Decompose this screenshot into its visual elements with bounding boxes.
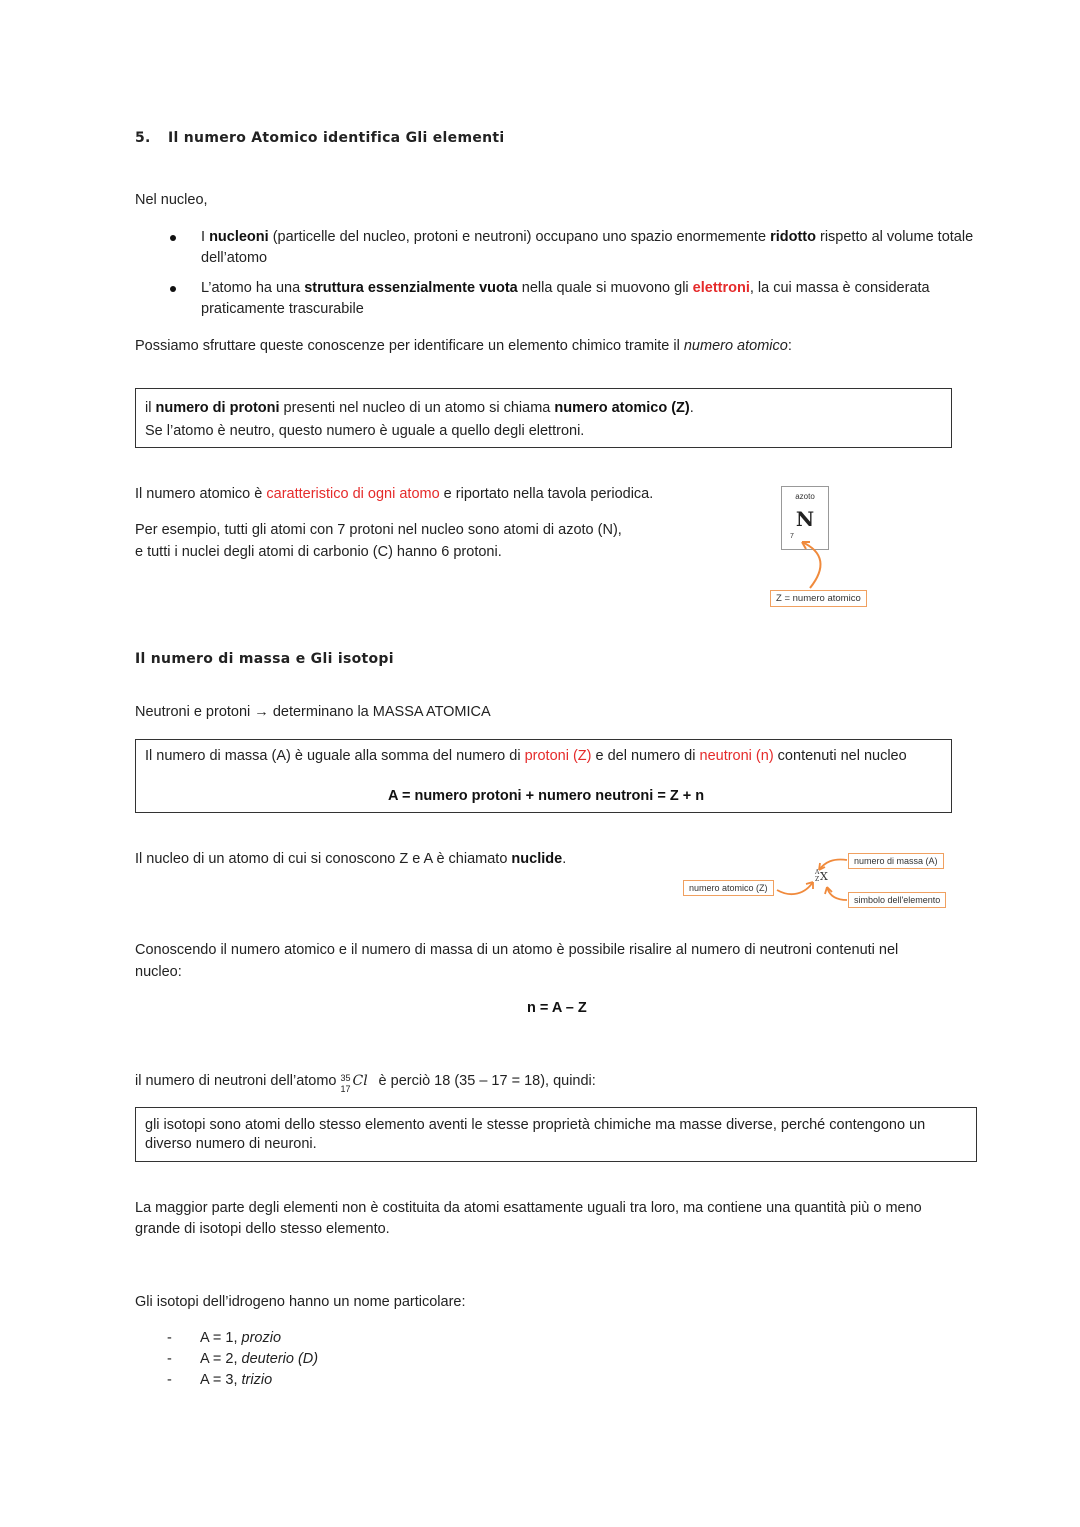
element-symbol: N xyxy=(795,507,815,531)
isotope-line-1: gli isotopi sono atomi dello stesso elemento aventi le stesse proprietà chimiche ma masse diverse, perché contengono un xyxy=(145,1117,926,1133)
list-item: A = 3, trizio xyxy=(200,1372,273,1388)
azoto-curve-arrow xyxy=(790,530,830,592)
example-line-1: Per esempio, tutti gli atomi con 7 protoni nel nucleo sono atomi di azoto (N), xyxy=(135,522,622,538)
list-item: - xyxy=(167,1351,172,1367)
chlorine-text: il numero di neutroni dell’atomo 35 17 Cl è perciò 18 (35 – 17 = 18), quindi: xyxy=(135,1073,596,1095)
mass-formula: A = numero protoni + numero neutroni = Z + n xyxy=(388,788,705,804)
isotope-line-2: diverso numero di neuroni. xyxy=(145,1136,317,1152)
exploit-text: Possiamo sfruttare queste conoscenze per identificare un elemento chimico tramite il numero atomico: xyxy=(135,338,792,354)
list-item: - xyxy=(167,1330,172,1346)
subsection-title: Il numero di massa e Gli isotopi xyxy=(135,651,394,667)
bullet-item: L’atomo ha una struttura essenzialmente vuota nella quale si muovono gli elettroni, la cui massa è considerata praticamente trascurabile xyxy=(201,280,930,317)
nuclide-text: Il nucleo di un atomo di cui si conoscono Z e A è chiamato nuclide. xyxy=(135,851,567,867)
atomic-number-tag: numero atomico (Z) xyxy=(683,880,774,896)
list-item: A = 2, deuterio (D) xyxy=(200,1351,319,1367)
hydrogen-intro: Gli isotopi dell’idrogeno hanno un nome particolare: xyxy=(135,1294,466,1310)
intro-text: Nel nucleo, xyxy=(135,192,208,208)
element-symbol-tag: simbolo dell'elemento xyxy=(848,892,946,908)
list-item: A = 1, prozio xyxy=(200,1330,282,1346)
majority-line-2: grande di isotopi dello stesso elemento. xyxy=(135,1221,390,1237)
neutron-calc-line-2: nucleo: xyxy=(135,964,182,980)
arrow-right-icon: → xyxy=(254,704,269,720)
nuclide-arrows xyxy=(775,850,855,910)
majority-line-1: La maggior parte degli elementi non è costituita da atomi esattamente uguali tra loro, ma contiene una quantità più o meno xyxy=(135,1200,922,1216)
section-number: 5. xyxy=(135,130,151,146)
element-atomic-number: 7 xyxy=(790,533,794,540)
list-item: - xyxy=(167,1372,172,1388)
mass-intro: Neutroni e protoni → determinano la MASSA ATOMICA xyxy=(135,704,491,720)
element-name: azoto xyxy=(795,492,815,501)
example-line-2: e tutti i nuclei degli atomi di carbonio (C) hanno 6 protoni. xyxy=(135,544,502,560)
mass-box-text: Il numero di massa (A) è uguale alla somma del numero di protoni (Z) e del numero di neutroni (n) contenuti nel nucleo xyxy=(145,748,907,764)
bullet-item: I nucleoni (particelle del nucleo, protoni e neutroni) occupano uno spazio enormemente ridotto rispetto al volume totale dell’atomo xyxy=(201,229,974,266)
bullet-dot xyxy=(170,286,176,292)
chlorine-notation: 35 17 Cl xyxy=(340,1073,368,1095)
definition-line-2: Se l’atomo è neutro, questo numero è uguale a quello degli elettroni. xyxy=(145,423,585,439)
neutron-calc-line-1: Conoscendo il numero atomico e il numero di massa di un atomo è possibile risalire al numero di neutroni contenuti nel xyxy=(135,942,899,958)
definition-line-1: il numero di protoni presenti nel nucleo di un atomo si chiama numero atomico (Z). xyxy=(145,400,694,416)
mass-number-tag: numero di massa (A) xyxy=(848,853,944,869)
atomic-number-label: Z = numero atomico xyxy=(770,590,867,607)
bullet-dot xyxy=(170,235,176,241)
neutron-formula: n = A – Z xyxy=(527,1000,587,1016)
characteristic-text: Il numero atomico è caratteristico di ogni atomo e riportato nella tavola periodica. xyxy=(135,486,654,502)
section-title: Il numero Atomico identifica Gli elementi xyxy=(168,130,505,146)
